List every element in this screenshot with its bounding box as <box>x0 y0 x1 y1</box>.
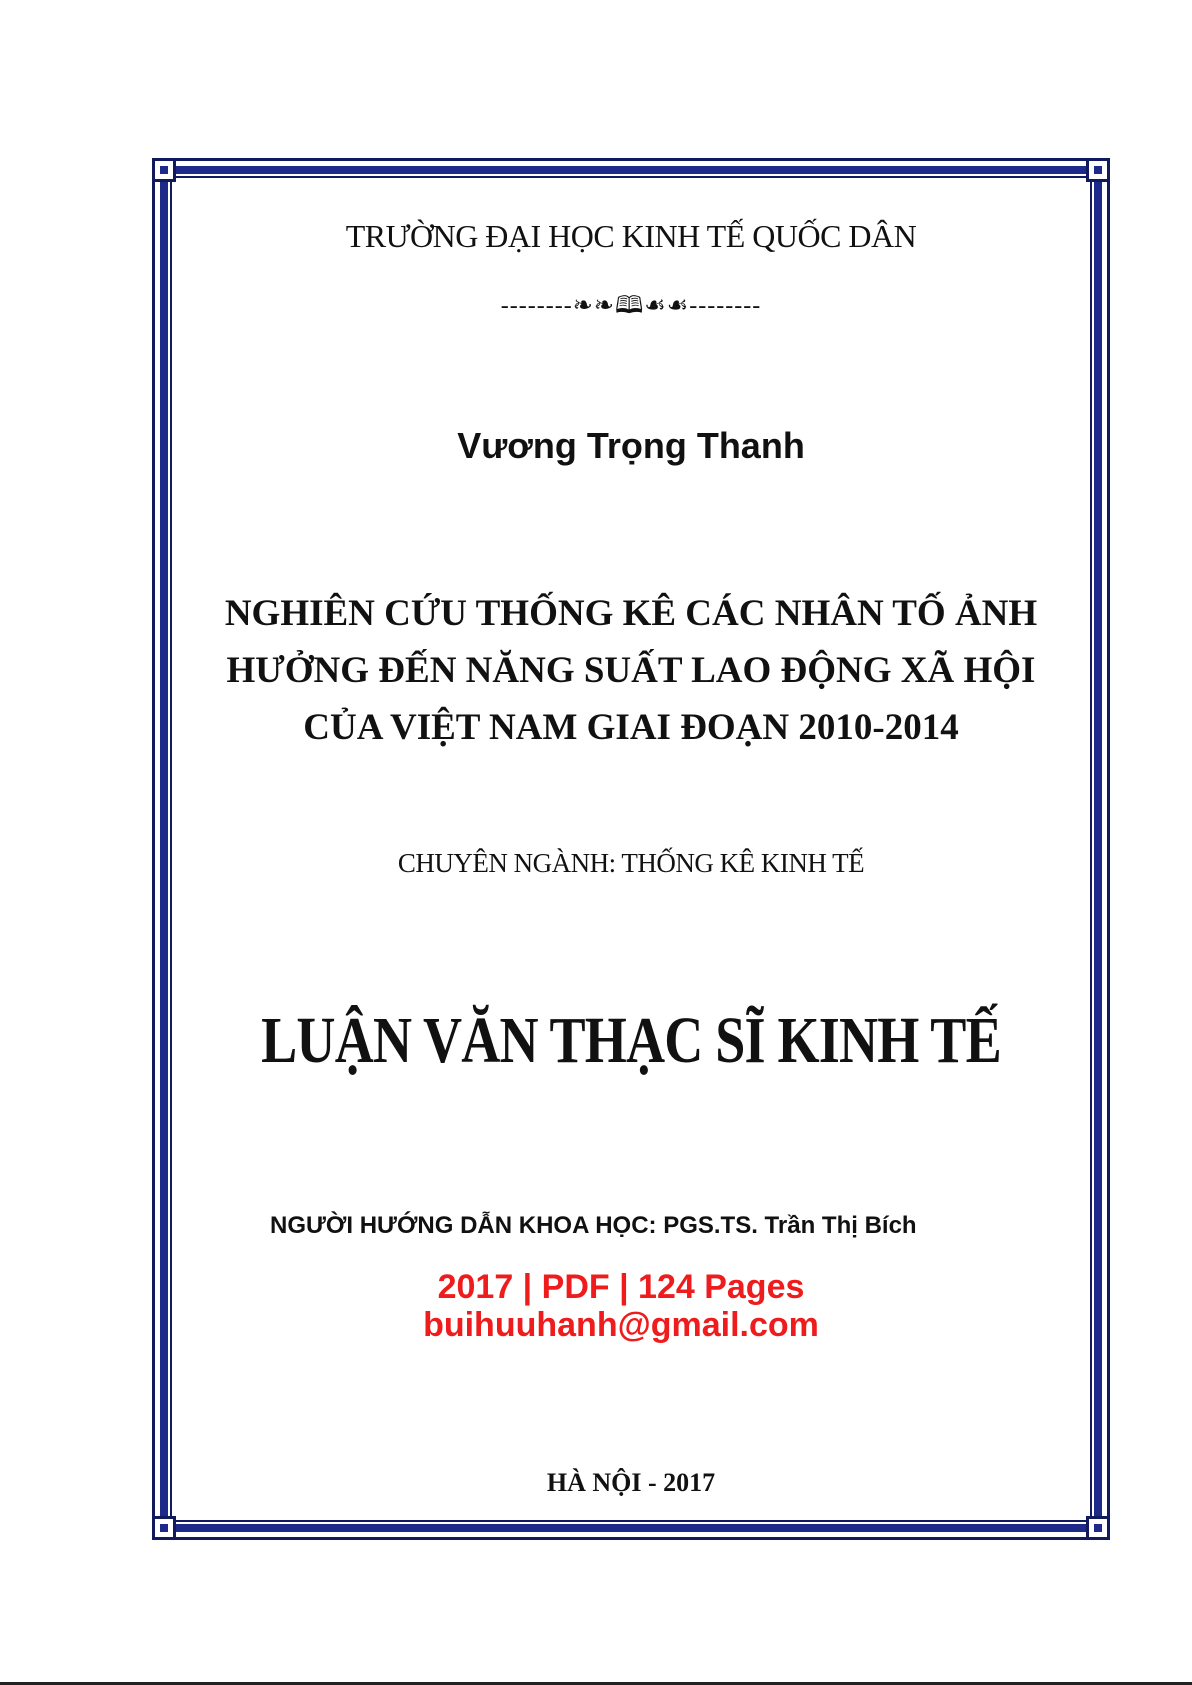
title-line: HƯỞNG ĐẾN NĂNG SUẤT LAO ĐỘNG XÃ HỘI <box>226 650 1036 691</box>
contact-email: buihuuhanh@gmail.com <box>423 1306 819 1344</box>
frame-corner-ornament-icon <box>152 158 176 182</box>
thesis-title <box>170 585 1092 756</box>
university-name: TRƯỜNG ĐẠI HỌC KINH TẾ QUỐC DÂN <box>345 218 917 254</box>
author-name: Vương Trọng Thanh <box>457 425 805 466</box>
frame-corner-ornament-icon <box>152 1516 176 1540</box>
ornament-divider: --------❧❧🕮☙☙-------- <box>500 293 762 319</box>
thesis-type: LUẬN VĂN THẠC SĨ KINH TẾ <box>261 1004 1001 1077</box>
title-line: NGHIÊN CỨU THỐNG KÊ CÁC NHÂN TỐ ẢNH <box>224 593 1038 634</box>
supervisor-line: NGƯỜI HƯỚNG DẪN KHOA HỌC: PGS.TS. Trần Thị Bích <box>270 1212 917 1239</box>
major-label: CHUYÊN NGÀNH: THỐNG KÊ KINH TẾ <box>397 848 865 878</box>
title-line: CỦA VIỆT NAM GIAI ĐOẠN 2010-2014 <box>303 707 959 748</box>
place-year: HÀ NỘI - 2017 <box>546 1468 716 1497</box>
file-info: 2017 | PDF | 124 Pages <box>437 1268 805 1306</box>
frame-corner-ornament-icon <box>1086 1516 1110 1540</box>
frame-corner-ornament-icon <box>1086 158 1110 182</box>
